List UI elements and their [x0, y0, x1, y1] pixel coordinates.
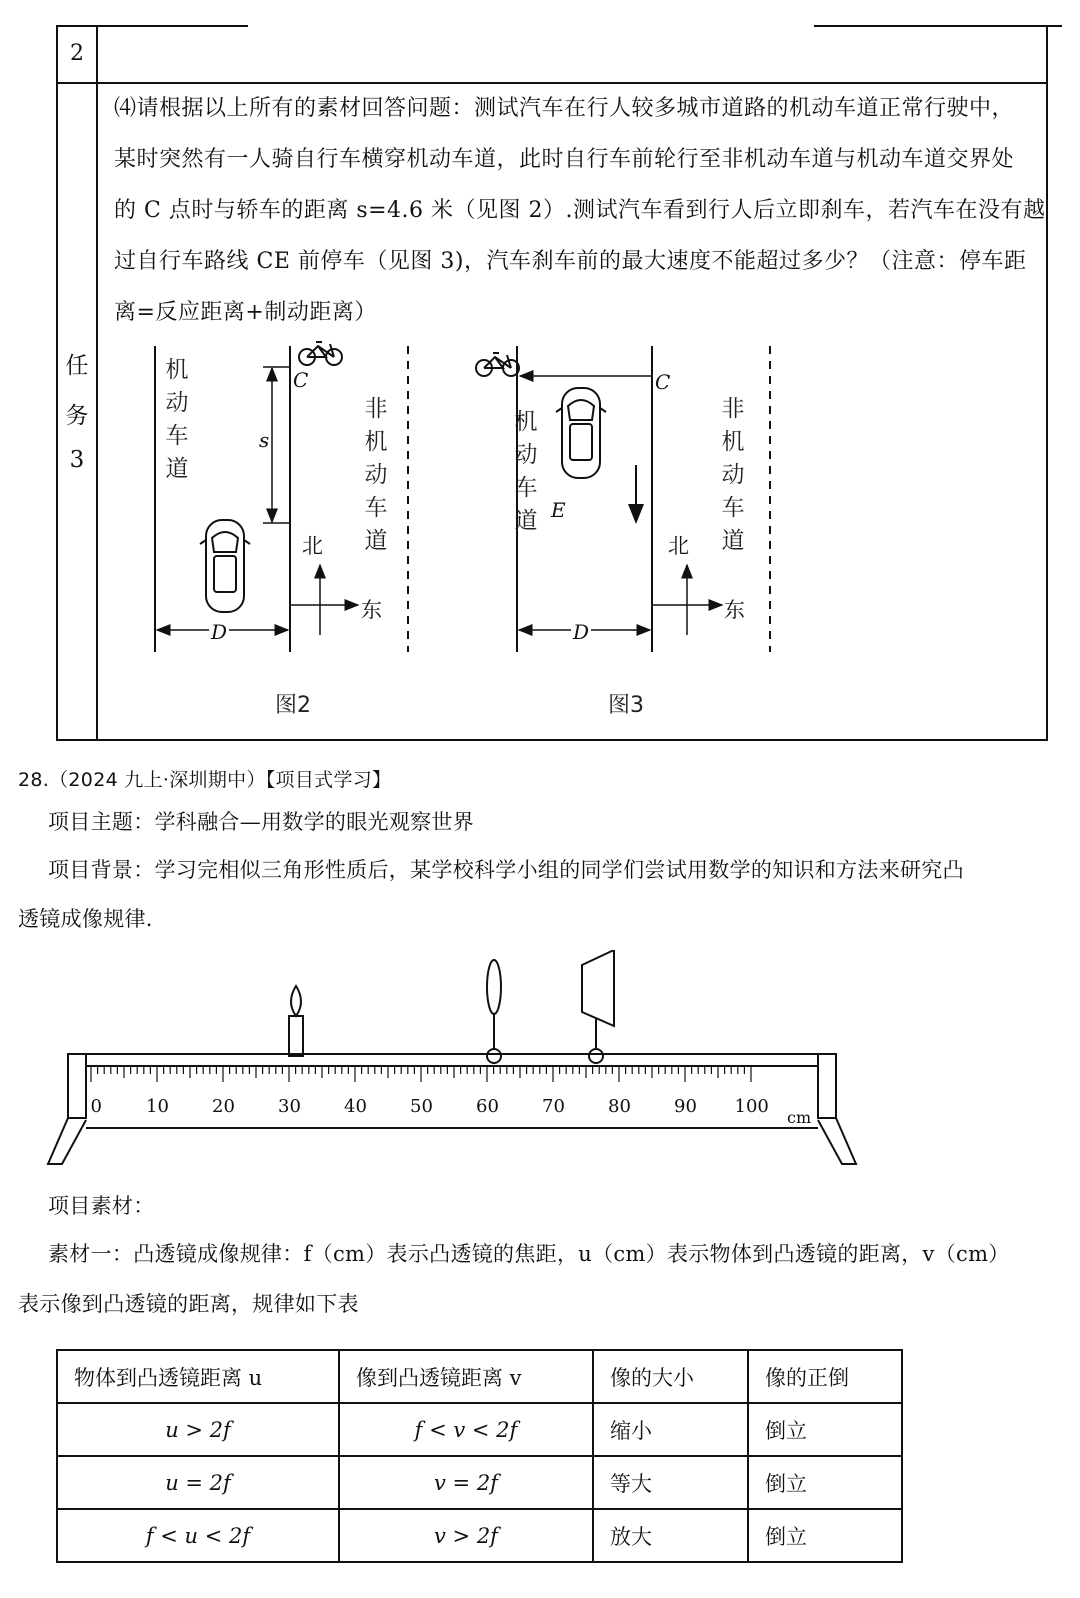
- label-char: 机: [721, 429, 745, 455]
- ruler-label: 30: [278, 1096, 301, 1117]
- task-label-1: 任: [65, 353, 89, 379]
- lens-rule-table: [56, 1349, 903, 1563]
- ruler-label: 20: [212, 1096, 235, 1117]
- figure3-east-label: 东: [724, 598, 745, 622]
- label-char: 机: [364, 429, 388, 455]
- label-char: 机: [514, 409, 538, 435]
- ruler-label: 10: [146, 1096, 169, 1117]
- car-icon: [556, 388, 606, 478]
- header-cell: 像到凸透镜距离 v: [339, 1350, 593, 1403]
- ruler-label: 80: [608, 1096, 631, 1117]
- label-char: 动: [165, 390, 189, 416]
- material1-line1: 素材一：凸透镜成像规律：f（cm）表示凸透镜的焦距，u（cm）表示物体到凸透镜的距离，v（cm）: [48, 1242, 1010, 1266]
- table-cell: u > 2f: [57, 1403, 339, 1456]
- label-char: 车: [165, 423, 189, 449]
- label-char: 道: [721, 528, 745, 554]
- table-row: [57, 1509, 902, 1562]
- label-char: 动: [721, 462, 745, 488]
- row-number: 2: [70, 41, 84, 66]
- table-row: [57, 1403, 902, 1456]
- figure2-east-label: 东: [361, 598, 382, 622]
- table-cell: 等大: [593, 1456, 748, 1509]
- bicycle-icon: [299, 342, 342, 365]
- ruler-ticks: [91, 1066, 751, 1082]
- bench-rail: [86, 1054, 818, 1066]
- question-28-header: 28.（2024 九上·深圳期中）【项目式学习】: [18, 769, 392, 791]
- bicycle-icon: [476, 353, 519, 376]
- ruler-label: 60: [476, 1096, 499, 1117]
- table-cell: 倒立: [748, 1456, 902, 1509]
- label-char: 非: [721, 396, 745, 422]
- label-char: 道: [514, 508, 538, 534]
- ruler-label: 40: [344, 1096, 367, 1117]
- label-char: 道: [364, 528, 388, 554]
- table-cell: v = 2f: [339, 1456, 593, 1509]
- bench-left-leg: [48, 1118, 86, 1164]
- figure2-point-c: C: [293, 368, 309, 392]
- header-cell: 像的正倒: [748, 1350, 902, 1403]
- material1-line2: 表示像到凸透镜的距离，规律如下表: [18, 1292, 359, 1316]
- project-background-line2: 透镜成像规律.: [18, 907, 153, 931]
- table-bottom-border: [56, 739, 1048, 741]
- ruler-label: 90: [674, 1096, 697, 1117]
- projection-screen: [582, 950, 614, 1026]
- ruler-label: 0: [90, 1096, 102, 1117]
- question-line: 某时突然有一人骑自行车横穿机动车道，此时自行车前轮行至非机动车道与机动车道交界处: [114, 147, 1015, 172]
- ruler-label: 70: [542, 1096, 565, 1117]
- table-cell: u = 2f: [57, 1456, 339, 1509]
- figure2-north-label: 北: [302, 534, 323, 558]
- bench-left-post: [68, 1054, 86, 1118]
- question-line: 过自行车路线 CE 前停车（见图 3)，汽车刹车前的最大速度不能超过多少？（注意：停车距: [114, 249, 1027, 274]
- table-cell: f < v < 2f: [339, 1403, 593, 1456]
- car-icon: [200, 520, 250, 612]
- figure3-point-e: E: [551, 498, 566, 522]
- candle-body: [289, 1016, 303, 1056]
- figure3-motor-lane-label: [514, 406, 538, 538]
- figure2-motor-lane-label: [165, 354, 189, 486]
- ruler-label: 100: [734, 1096, 769, 1117]
- label-char: 非: [364, 396, 388, 422]
- table-top-border-right: [814, 25, 1062, 27]
- project-materials-label: 项目素材：: [48, 1194, 155, 1218]
- optical-bench-diagram: [0, 950, 1080, 1180]
- lens-holder: [487, 1049, 501, 1063]
- bench-right-leg: [818, 1118, 856, 1164]
- table-cell: 倒立: [748, 1403, 902, 1456]
- bench-right-post: [818, 1054, 836, 1118]
- figure3-caption: 图3: [608, 693, 644, 718]
- question-line: 的 C 点时与轿车的距离 s=4.6 米（见图 2）.测试汽车看到行人后立即刹车，若汽车在没有越: [114, 198, 1046, 223]
- figure2-caption: 图2: [275, 693, 311, 718]
- screen-holder: [589, 1049, 603, 1063]
- label-char: 动: [514, 442, 538, 468]
- figure2-label-s: s: [259, 428, 270, 452]
- header-cell: 像的大小: [593, 1350, 748, 1403]
- ruler-label: 50: [410, 1096, 433, 1117]
- question-line: ⑷请根据以上所有的素材回答问题：测试汽车在行人较多城市道路的机动车道正常行驶中，: [114, 96, 1015, 121]
- label-char: 车: [364, 495, 388, 521]
- label-char: 机: [165, 357, 189, 383]
- figure3-non-motor-lane-label: [721, 393, 745, 558]
- label-char: 动: [364, 462, 388, 488]
- label-char: 车: [721, 495, 745, 521]
- figure2-non-motor-lane-label: [364, 393, 388, 558]
- task-label-3: 3: [69, 447, 85, 473]
- figure3-point-c: C: [655, 370, 671, 394]
- figure2-label-d: D: [211, 620, 228, 644]
- label-char: 车: [514, 475, 538, 501]
- ruler-unit: cm: [787, 1108, 812, 1127]
- table-cell: 放大: [593, 1509, 748, 1562]
- figure3-north-label: 北: [668, 534, 689, 558]
- table-cell: v > 2f: [339, 1509, 593, 1562]
- table-cell: 缩小: [593, 1403, 748, 1456]
- convex-lens: [487, 960, 501, 1014]
- label-char: 道: [165, 456, 189, 482]
- figure3-label-d: D: [573, 620, 590, 644]
- candle-flame: [291, 986, 301, 1016]
- task-label-2: 务: [65, 403, 89, 429]
- table-top-border-left: [56, 25, 248, 27]
- project-theme: 项目主题：学科融合—用数学的眼光观察世界: [48, 810, 474, 834]
- header-cell: 物体到凸透镜距离 u: [57, 1350, 339, 1403]
- question-text: [114, 83, 1054, 338]
- project-background-line1: 项目背景：学习完相似三角形性质后，某学校科学小组的同学们尝试用数学的知识和方法来研究凸: [48, 858, 964, 882]
- question-line: 离=反应距离+制动距离）: [114, 300, 377, 325]
- table-header-row: [57, 1350, 902, 1403]
- table-row: [57, 1456, 902, 1509]
- table-cell: 倒立: [748, 1509, 902, 1562]
- road-diagrams: [0, 330, 1080, 730]
- table-cell: f < u < 2f: [57, 1509, 339, 1562]
